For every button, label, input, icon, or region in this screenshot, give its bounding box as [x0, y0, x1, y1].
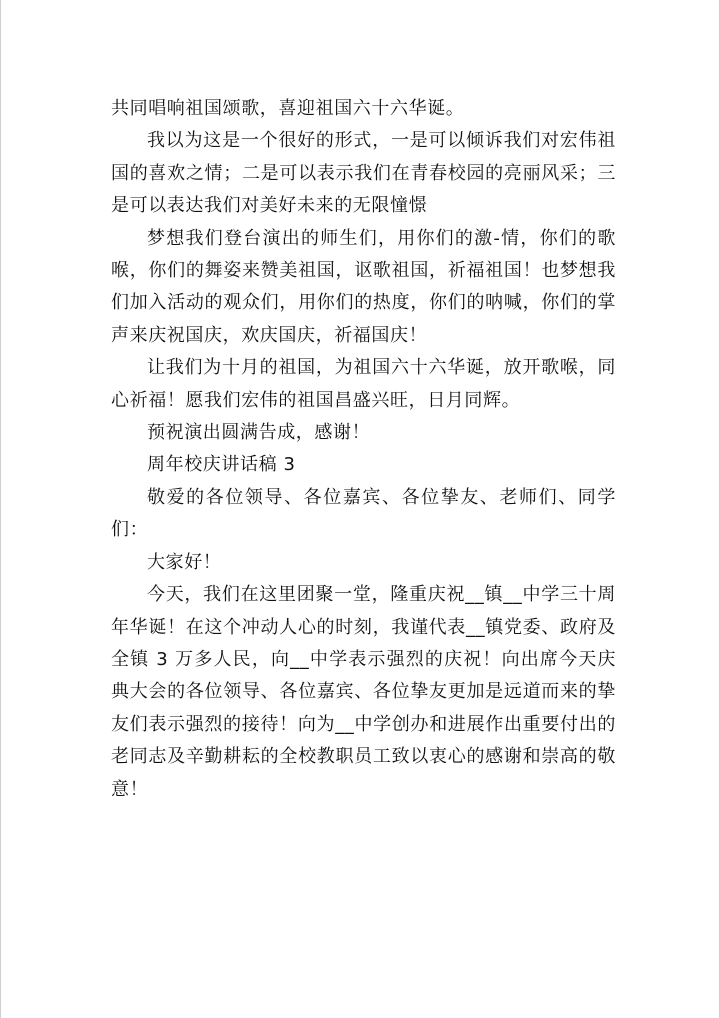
document-body — [111, 93, 616, 806]
paragraph: 让我们为十月的祖国，为祖国六十六华诞，放开歌喉，同心祈福！愿我们宏伟的祖国昌盛兴旺，日月同辉。 — [111, 357, 616, 411]
paragraph: 大家好！ — [147, 551, 222, 573]
paragraph: 周年校庆讲话稿 3 — [147, 454, 296, 476]
paragraph: 我以为这是一个很好的形式，一是可以倾诉我们对宏伟祖国的喜欢之情；二是可以表示我们在青春校园的亮丽风采；三是可以表达我们对美好未来的无限憧憬 — [111, 130, 616, 217]
paragraph: 共同唱响祖国颂歌，喜迎祖国六十六华诞。 — [111, 98, 465, 119]
paragraph: 预祝演出圆满告成，感谢！ — [147, 422, 371, 444]
paragraph: 敬爱的各位领导、各位嘉宾、各位挚友、老师们、同学们： — [111, 486, 616, 541]
paragraph: 今天，我们在这里团聚一堂，隆重庆祝__镇__中学三十周年华诞！在这个冲动人心的时刻，我谨代表__镇党委、政府及全镇 3 万多人民，向__中学表示强烈的庆祝！向出席今天庆典大会的各位领导、各位嘉宾、各位挚友更加是远道而来的挚友们表示强烈的接待！向为__中学创办和进展作出重要付出的老同志及辛勤耕耘的全校教职员工致以衷心的感谢和崇高的敬意！ — [111, 584, 616, 800]
paragraph: 梦想我们登台演出的师生们，用你们的激-情，你们的歌喉，你们的舞姿来赞美祖国，讴歌祖国，祈福祖国！也梦想我们加入活动的观众们，用你们的热度，你们的呐喊，你们的掌声来庆祝国庆，欢庆国庆，祈福国庆！ — [111, 227, 616, 346]
